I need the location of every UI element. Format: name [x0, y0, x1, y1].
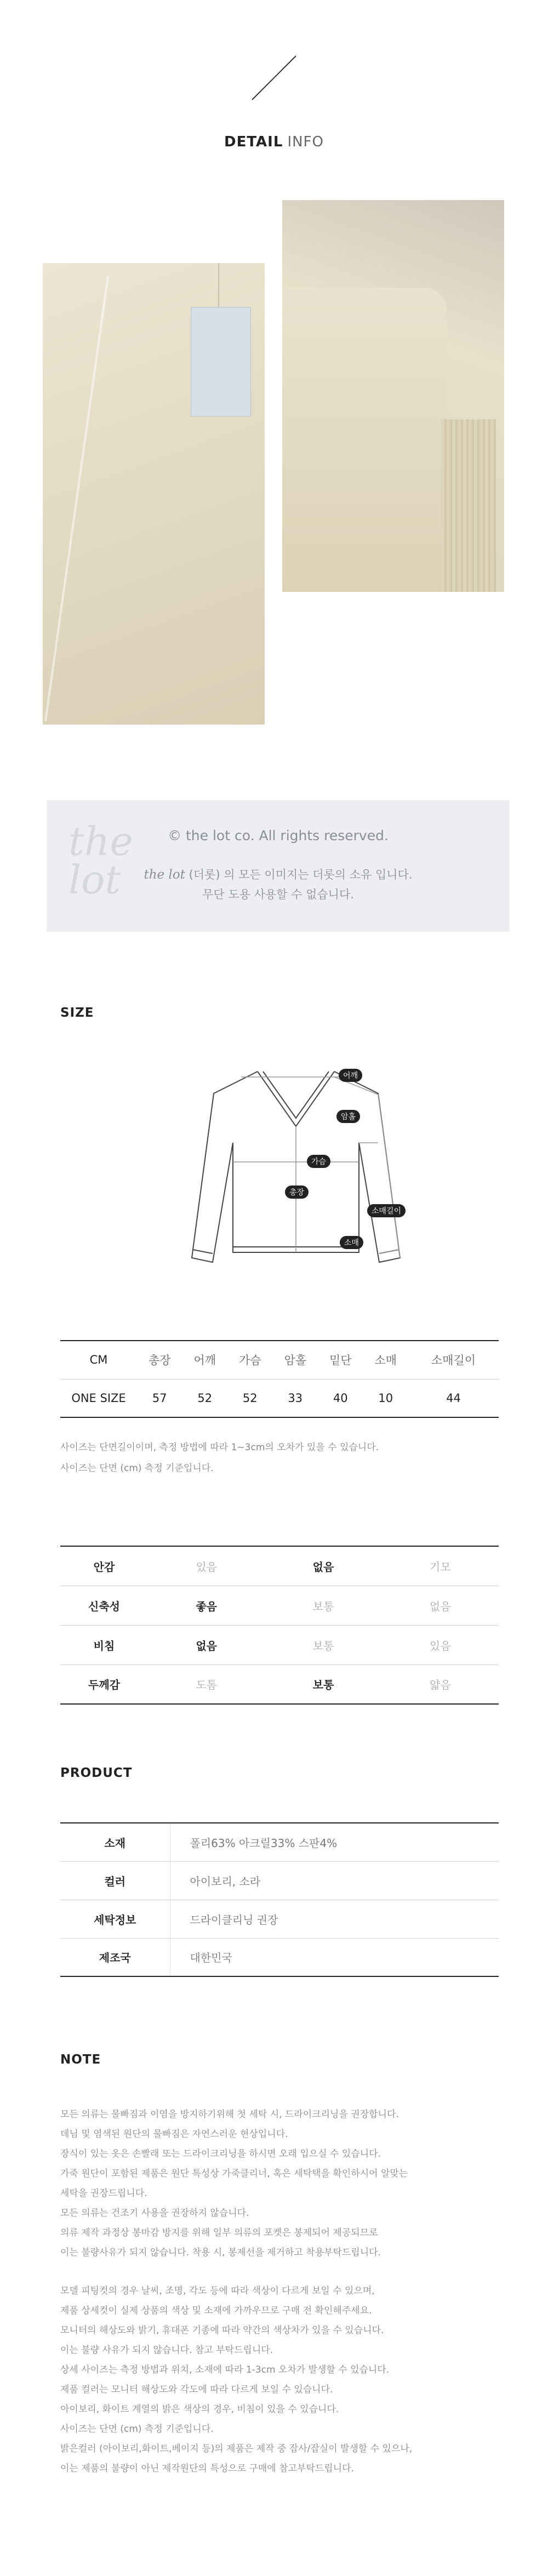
size-value-cell: 40 — [318, 1379, 363, 1417]
attr-option: 있음 — [382, 1625, 499, 1665]
product-value: 드라이클리닝 권장 — [170, 1900, 499, 1938]
size-value-cell: 44 — [408, 1379, 499, 1417]
detail-title-light: INFO — [287, 134, 324, 150]
detail-title-bold: DETAIL — [224, 134, 283, 150]
size-diagram — [181, 1061, 411, 1296]
product-label: 컬러 — [60, 1861, 170, 1900]
size-notes — [60, 1437, 379, 1479]
product-label: 제조국 — [60, 1938, 170, 1976]
product-section-title: PRODUCT — [60, 1766, 133, 1780]
attr-option: 없음 — [382, 1586, 499, 1625]
seam-detail — [44, 276, 109, 722]
note-line: 모든 의류는 물빠짐과 이염을 방지하기위해 첫 세탁 시, 드라이크리닝을 권장합니다. — [60, 2109, 399, 2120]
note-line: 이는 불량사유가 되지 않습니다. 착용 시, 봉제선을 제거하고 착용부탁드립니다. — [60, 2247, 381, 2258]
note-line: 제품 상세컷이 실제 상품의 색상 및 소재에 가까우므로 구매 전 확인해주세요. — [60, 2305, 372, 2316]
note-line: 모든 의류는 건조기 사용을 권장하지 않습니다. — [60, 2208, 249, 2219]
attr-row-stretch — [60, 1586, 499, 1625]
slash-divider — [251, 55, 297, 101]
copyright-desc-2: 무단 도용 사용할 수 없습니다. — [202, 888, 354, 901]
attr-row-thickness — [60, 1665, 499, 1704]
attr-option-selected: 없음 — [265, 1546, 381, 1586]
product-value: 대한민국 — [170, 1938, 499, 1976]
note-line: 아이보리, 화이트 계열의 밝은 색상의 경우, 비침이 있을 수 있습니다. — [60, 2404, 339, 2415]
attr-label: 비침 — [60, 1625, 148, 1665]
size-table-row — [60, 1379, 499, 1417]
size-value-cell: 10 — [363, 1379, 409, 1417]
product-info-table — [60, 1822, 499, 1977]
copyright-brand: the lot — [144, 868, 185, 882]
size-value-cell: 33 — [273, 1379, 318, 1417]
product-photo-front — [43, 263, 265, 725]
size-header-cell: CM — [60, 1341, 137, 1379]
note-group-color — [60, 2281, 499, 2478]
attr-option-selected: 없음 — [148, 1625, 265, 1665]
size-header-cell: 밑단 — [318, 1341, 363, 1379]
product-label: 소재 — [60, 1823, 170, 1861]
note-line: 장식이 있는 옷은 손빨래 또는 드라이크리닝을 하시면 오래 입으실 수 있습니다. — [60, 2148, 381, 2159]
note-line: 데님 및 염색된 원단의 물빠짐은 자연스러운 현상입니다. — [60, 2129, 288, 2140]
note-line: 제품 컬러는 모니터 해상도와 각도에 따라 다르게 보일 수 있습니다. — [60, 2384, 333, 2395]
size-note-line: 사이즈는 단면길이이며, 측정 방법에 따라 1~3cm의 오차가 있을 수 있습니다. — [60, 1442, 379, 1453]
product-value: 폴리63% 아크릴33% 스판4% — [170, 1823, 499, 1861]
size-header-cell: 어깨 — [182, 1341, 228, 1379]
copyright-banner — [47, 800, 510, 932]
size-note-line: 사이즈는 단면 (cm) 측정 기준입니다. — [60, 1463, 214, 1474]
note-line: 사이즈는 단면 (cm) 측정 기준입니다. — [60, 2424, 214, 2435]
attr-label: 신축성 — [60, 1586, 148, 1625]
fabric-attribute-table — [60, 1546, 499, 1705]
size-value-cell: 57 — [137, 1379, 182, 1417]
attr-option: 기모 — [382, 1546, 499, 1586]
the-lot-watermark-logo: the lot — [68, 818, 133, 903]
sleeve-detail — [282, 288, 447, 592]
product-value: 아이보리, 소라 — [170, 1861, 499, 1900]
callout-sleeve-length: 소매길이 — [367, 1204, 406, 1217]
sweater-outline-icon — [181, 1061, 411, 1296]
note-line: 이는 불량 사유가 되지 않습니다. 참고 부탁드립니다. — [60, 2345, 273, 2356]
note-body — [60, 2105, 499, 2478]
size-section-title: SIZE — [60, 1006, 94, 1020]
attr-row-sheerness — [60, 1625, 499, 1665]
hang-tag — [191, 307, 251, 417]
product-photo-sleeve — [282, 200, 504, 592]
tag-string — [218, 263, 219, 307]
callout-shoulder: 어깨 — [339, 1069, 362, 1082]
size-header-cell: 소매길이 — [408, 1341, 499, 1379]
detail-info-title — [0, 134, 548, 150]
attr-row-lining — [60, 1546, 499, 1586]
attr-label: 두께감 — [60, 1665, 148, 1704]
attr-option: 도톰 — [148, 1665, 265, 1704]
attr-option: 있음 — [148, 1546, 265, 1586]
size-table — [60, 1340, 499, 1418]
note-line: 모델 피팅컷의 경우 날씨, 조명, 각도 등에 따라 색상이 다르게 보일 수 있으며, — [60, 2286, 375, 2296]
product-row-material — [60, 1823, 499, 1861]
note-section-title: NOTE — [60, 2053, 101, 2067]
attr-option: 얇음 — [382, 1665, 499, 1704]
note-line: 모니터의 해상도와 밝기, 휴대폰 기종에 따라 약간의 색상차가 있을 수 있습니다. — [60, 2325, 384, 2336]
attr-label: 안감 — [60, 1546, 148, 1586]
note-line: 이는 제품의 불량이 아닌 제작원단의 특성으로 구매에 참고부탁드립니다. — [60, 2463, 354, 2474]
note-line: 가죽 원단이 포함된 제품은 원단 특성상 가죽클리너, 혹은 세탁택을 확인하시어 알맞는 — [60, 2168, 408, 2179]
product-row-color — [60, 1861, 499, 1900]
attr-option-selected: 보통 — [265, 1665, 381, 1704]
attr-option: 보통 — [265, 1586, 381, 1625]
size-header-cell: 가슴 — [227, 1341, 273, 1379]
size-row-name: ONE SIZE — [60, 1379, 137, 1417]
callout-armhole: 암홀 — [336, 1110, 360, 1123]
size-value-cell: 52 — [182, 1379, 228, 1417]
product-row-washing — [60, 1900, 499, 1938]
callout-chest: 가슴 — [307, 1155, 330, 1168]
product-row-origin — [60, 1938, 499, 1976]
callout-sleeve: 소매 — [340, 1236, 363, 1249]
note-line: 상세 사이즈는 측정 방법과 위치, 소재에 따라 1-3cm 오차가 발생할 수 있습니다. — [60, 2364, 390, 2375]
callout-length: 총장 — [285, 1186, 309, 1199]
attr-option: 보통 — [265, 1625, 381, 1665]
copyright-desc-1: (더롯) 의 모든 이미지는 더롯의 소유 입니다. — [185, 868, 413, 881]
cuff-rib-detail — [441, 419, 496, 592]
product-label: 세탁정보 — [60, 1900, 170, 1938]
note-line: 의류 제작 과정상 봉마감 방지를 위해 일부 의류의 포켓은 봉제되어 제공되므로 — [60, 2227, 378, 2238]
size-header-cell: 소매 — [363, 1341, 409, 1379]
size-value-cell: 52 — [227, 1379, 273, 1417]
size-table-header — [60, 1341, 499, 1379]
note-line: 밝은컬러 (아이보리,화이트,베이지 등)의 제품은 제작 중 잡사/잡실이 발생할 수 있으나, — [60, 2443, 413, 2454]
note-group-care — [60, 2105, 499, 2262]
copyright-description — [47, 865, 510, 904]
note-line: 세탁을 권장드립니다. — [60, 2188, 147, 2199]
attr-option-selected: 좋음 — [148, 1586, 265, 1625]
size-header-cell: 총장 — [137, 1341, 182, 1379]
size-header-cell: 암홀 — [273, 1341, 318, 1379]
copyright-line: © the lot co. All rights reserved. — [168, 828, 389, 844]
